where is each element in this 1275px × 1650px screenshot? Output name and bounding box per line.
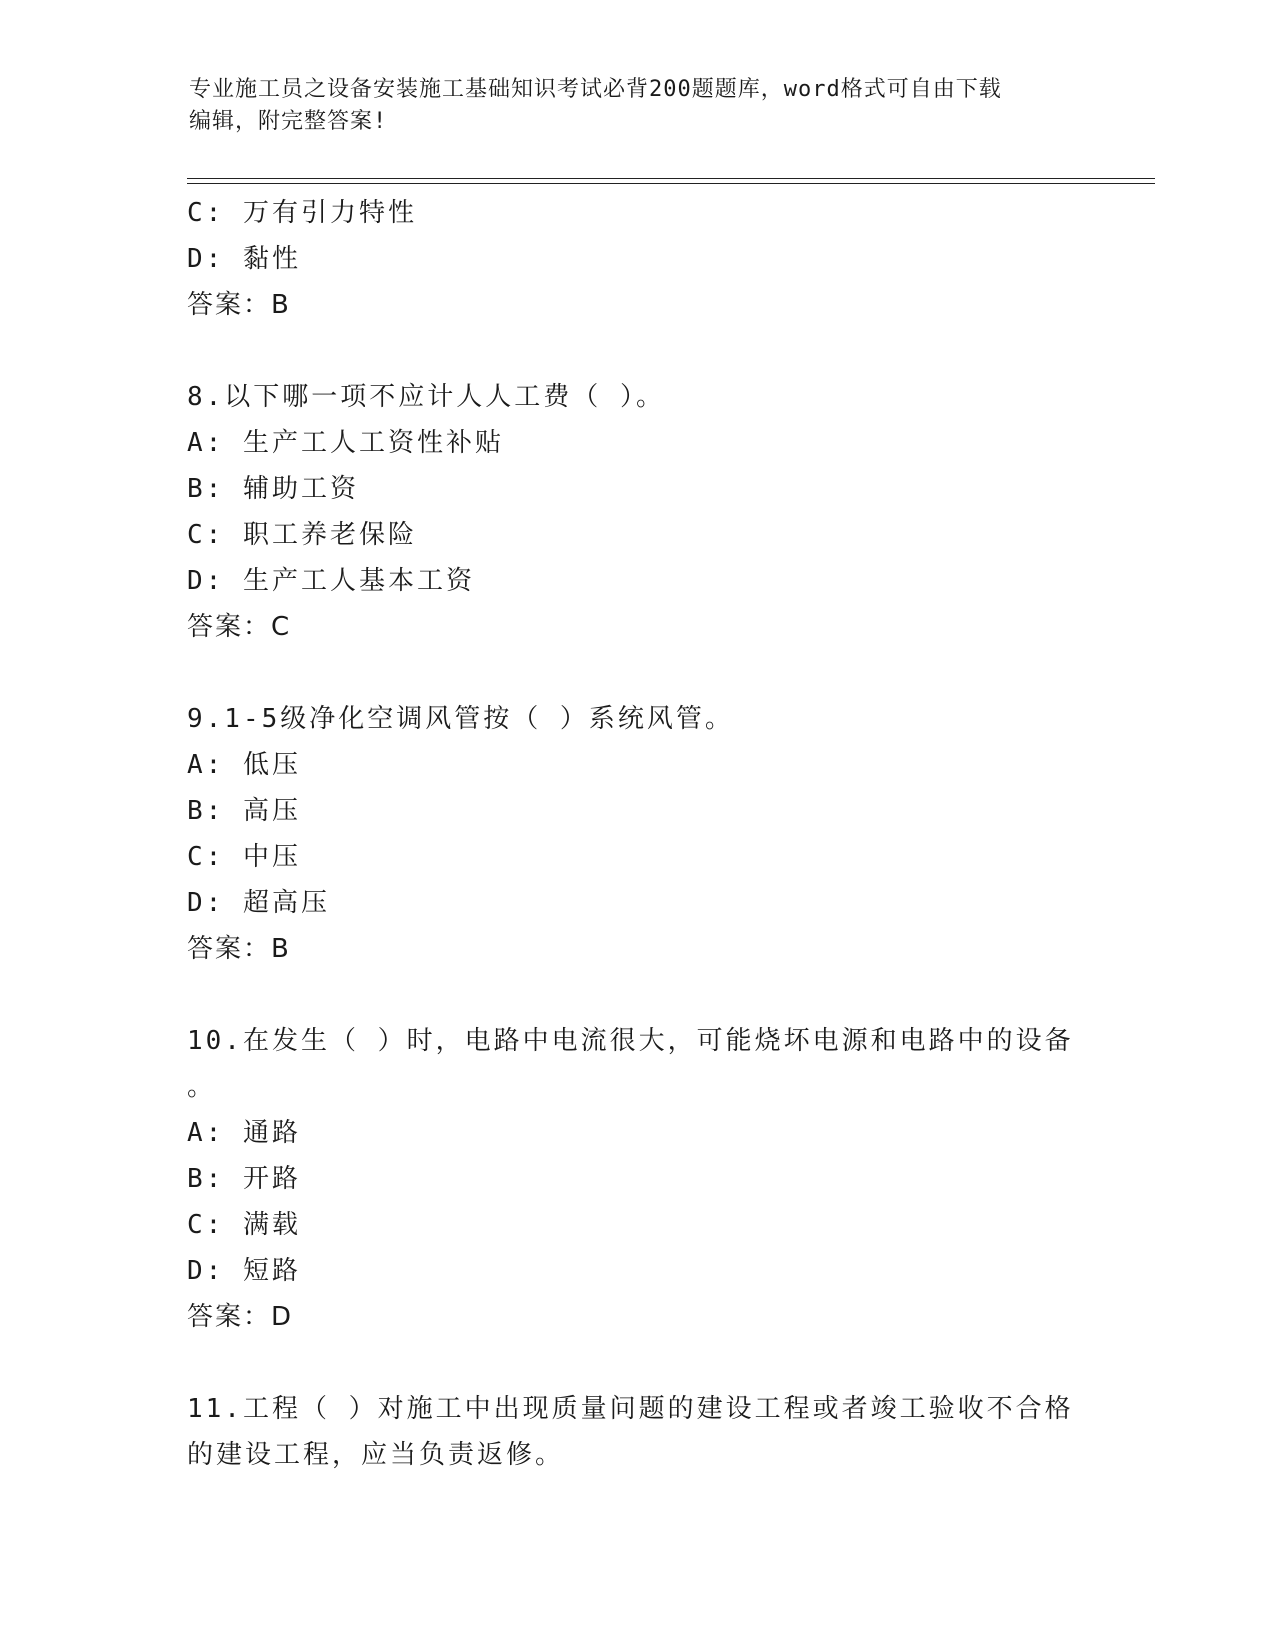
- question-8: [187, 374, 1087, 650]
- option-c: C: 万有引力特性: [187, 198, 417, 228]
- spacer: [187, 972, 1087, 1018]
- question-text: 10.在发生（ ）时，电路中电流很大，可能烧坏电源和电路中的设备: [187, 1026, 1074, 1056]
- option-a: A: 通路: [187, 1118, 301, 1148]
- option-b: B: 开路: [187, 1164, 301, 1194]
- header-title-line1: 专业施工员之设备安装施工基础知识考试必背200题题库，word格式可自由下载: [189, 77, 1002, 102]
- option-b: B: 辅助工资: [187, 474, 359, 504]
- option-d: D: 生产工人基本工资: [187, 566, 475, 596]
- question-list: [187, 190, 1087, 1478]
- question-text: 11.工程（ ）对施工中出现质量问题的建设工程或者竣工验收不合格: [187, 1394, 1074, 1424]
- question-text-continued: 的建设工程，应当负责返修。: [187, 1440, 565, 1470]
- question-7-tail: [187, 190, 1087, 328]
- option-d: D: 超高压: [187, 888, 330, 918]
- question-text-continued: 。: [187, 1072, 214, 1102]
- question-11: [187, 1386, 1087, 1478]
- answer-text: 答案：C: [187, 612, 292, 642]
- header-divider-top: [187, 178, 1155, 179]
- option-a: A: 低压: [187, 750, 301, 780]
- question-text: 9.1-5级净化空调风管按（ ）系统风管。: [187, 704, 734, 734]
- question-10: [187, 1018, 1087, 1340]
- question-text: 8.以下哪一项不应计人人工费（ ）。: [187, 382, 665, 412]
- spacer: [187, 1340, 1087, 1386]
- question-9: [187, 696, 1087, 972]
- option-a: A: 生产工人工资性补贴: [187, 428, 504, 458]
- option-b: B: 高压: [187, 796, 301, 826]
- header-title-line2: 编辑，附完整答案!: [189, 109, 388, 134]
- option-c: C: 中压: [187, 842, 301, 872]
- document-header: [189, 74, 1089, 138]
- option-c: C: 职工养老保险: [187, 520, 417, 550]
- header-divider-bottom: [187, 183, 1155, 184]
- spacer: [187, 650, 1087, 696]
- answer-text: 答案：B: [187, 290, 291, 320]
- answer-text: 答案：D: [187, 1302, 294, 1332]
- option-c: C: 满载: [187, 1210, 301, 1240]
- answer-text: 答案：B: [187, 934, 291, 964]
- option-d: D: 黏性: [187, 244, 301, 274]
- option-d: D: 短路: [187, 1256, 301, 1286]
- spacer: [187, 328, 1087, 374]
